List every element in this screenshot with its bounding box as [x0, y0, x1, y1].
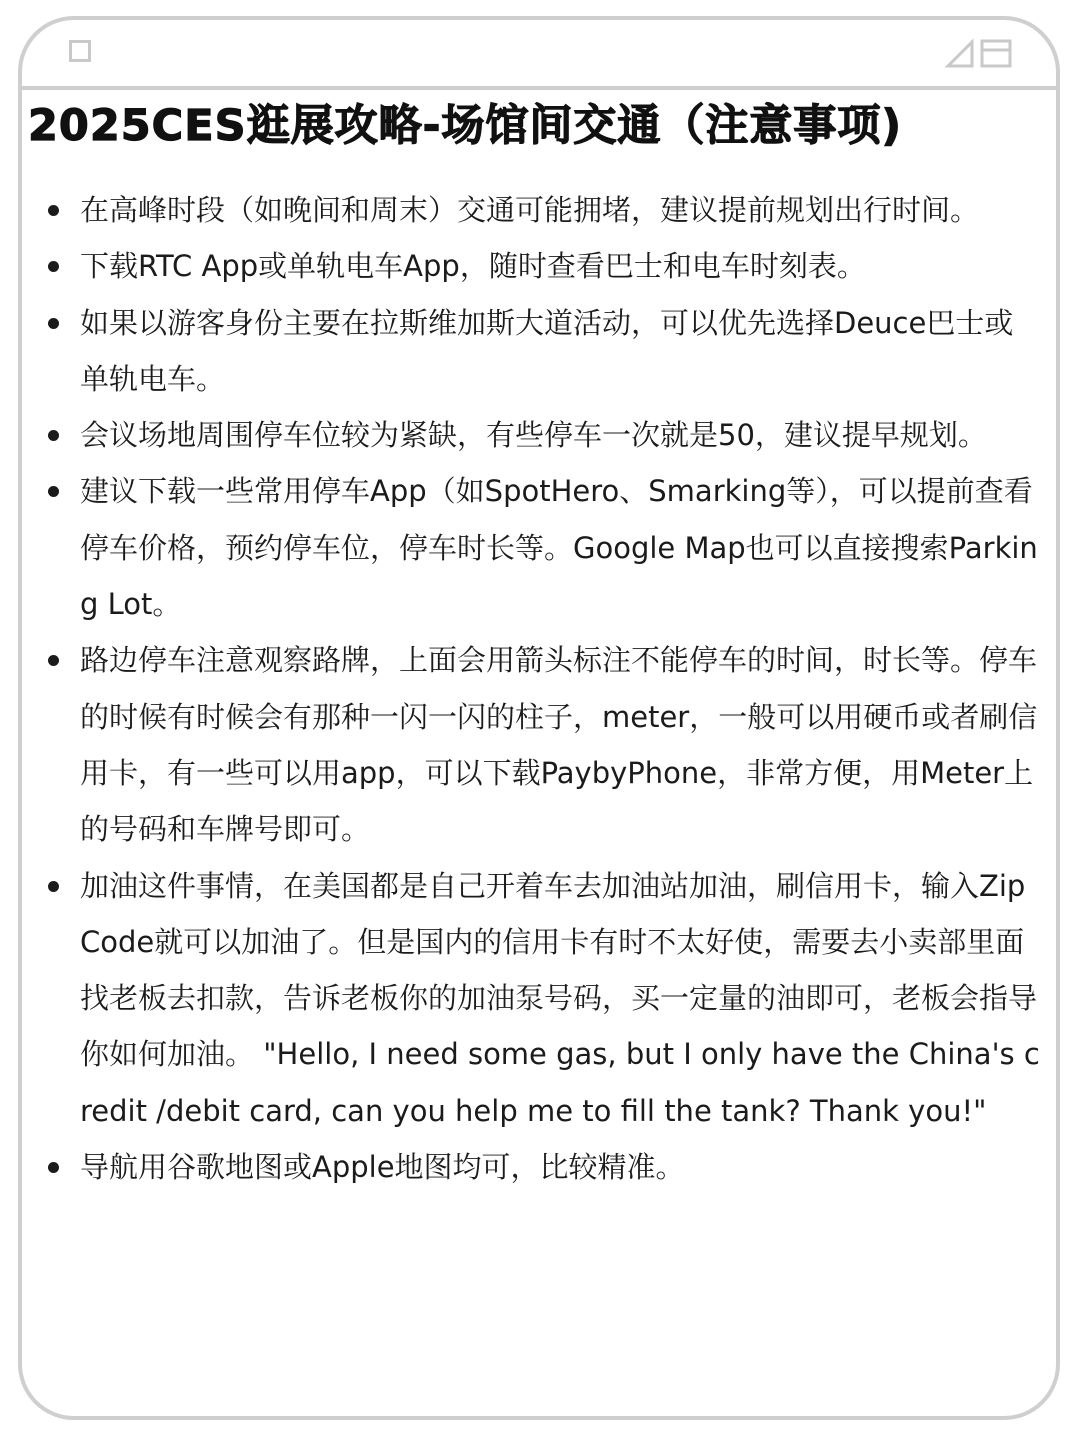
- list-item-text: 路边停车注意观察路牌，上面会用箭头标注不能停车的时间，时长等。停车的时候有时候会有那种一闪一闪的柱子，meter，一般可以用硬币或者刷信用卡，有一些可以用app，可以下载PaybyPhone，非常方便，用Meter上的号码和车牌号即可。: [80, 643, 1038, 847]
- list-item: [76, 632, 1040, 857]
- list-item-text: 导航用谷歌地图或Apple地图均可，比较精准。: [80, 1150, 685, 1185]
- list-item: [76, 407, 1040, 463]
- list-item: [76, 1139, 1040, 1195]
- page-title: 2025CES逛展攻略-场馆间交通（注意事项): [28, 101, 903, 151]
- tips-list: [76, 182, 1040, 1195]
- list-item-text: 建议下载一些常用停车App（如SpotHero、Smarking等），可以提前查看停车价格，预约停车位，停车时长等。Google Map也可以直接搜索Parking Lot。: [80, 474, 1038, 622]
- list-item: [76, 238, 1040, 294]
- list-item-text: 在高峰时段（如晚间和周末）交通可能拥堵，建议提前规划出行时间。: [80, 193, 980, 227]
- square-icon[interactable]: [69, 40, 91, 62]
- window-icon[interactable]: [982, 41, 1010, 66]
- triangle-icon[interactable]: [948, 42, 972, 66]
- list-item: [76, 182, 1040, 238]
- list-item: [76, 858, 1040, 1139]
- bullet-icon: [48, 881, 59, 892]
- list-item: [76, 295, 1040, 408]
- window-controls: [944, 38, 1014, 68]
- bullet-icon: [48, 205, 59, 216]
- list-item-text: 如果以游客身份主要在拉斯维加斯大道活动，可以优先选择Deuce巴士或单轨电车。: [80, 305, 1014, 396]
- list-item-text: 下载RTC App或单轨电车App，随时查看巴士和电车时刻表。: [80, 249, 866, 284]
- window-title-bar: [22, 20, 1056, 90]
- list-item-text: 会议场地周围停车位较为紧缺，有些停车一次就是50，建议提早规划。: [80, 418, 987, 453]
- list-item: [76, 463, 1040, 632]
- list-item-text: 加油这件事情，在美国都是自己开着车去加油站加油，刷信用卡，输入Zip Code就可以加油了。但是国内的信用卡有时不太好使，需要去小卖部里面找老板去扣款，告诉老板你的加油泵号码，买一定量的油即可，老板会指导你如何加油。 "Hello, I need some gas, but I only have the China's credit /debit card, can you help me to fill the tank? Thank you!": [80, 868, 1040, 1128]
- bullet-icon: [48, 1162, 59, 1173]
- bullet-icon: [48, 318, 59, 329]
